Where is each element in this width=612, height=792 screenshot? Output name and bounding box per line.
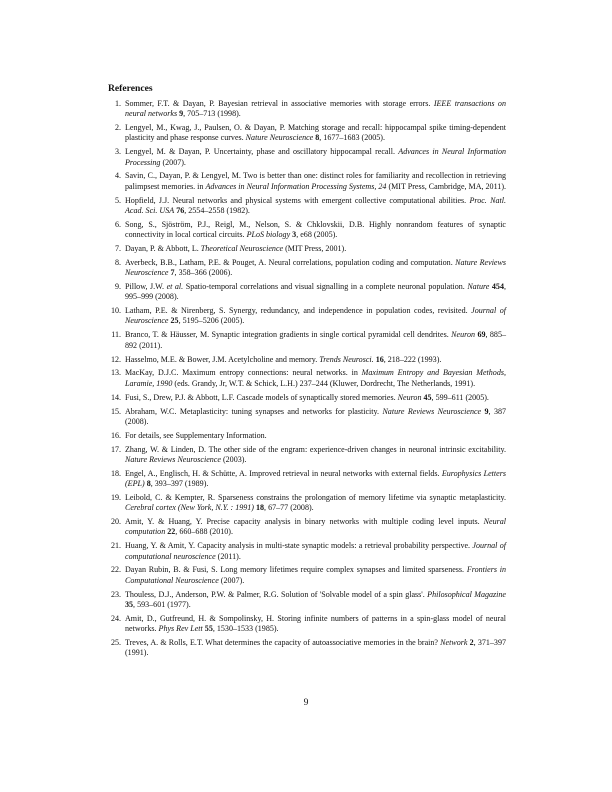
reference-text-segment: , e68 (2005).	[296, 229, 338, 239]
reference-text-segment: Averbeck, B.B., Latham, P.E. & Pouget, A. Neural correlations, population coding and computation.	[125, 257, 456, 267]
reference-number: 16.	[110, 430, 121, 440]
reference-venue-italic: IEEE transactions on neural networks	[125, 99, 506, 119]
reference-text-segment: Dayan, P. & Abbott, L.	[125, 243, 201, 253]
reference-text	[125, 282, 506, 302]
reference-venue-italic: Proc. Natl. Acad. Sci. USA	[125, 195, 506, 215]
reference-venue-italic: Nature Reviews Neuroscience	[382, 406, 482, 416]
reference-text-segment: Branco, T. & Häusser, M. Synaptic integration gradients in single cortical pyramidal cell dendrites.	[125, 330, 452, 340]
reference-text-segment: Savin, C., Dayan, P. & Lengyel, M. Two is better than one: distinct roles for familiarity and recollection in retrieving palimpsest memories. in	[125, 171, 506, 191]
reference-volume-bold: 2	[469, 637, 474, 647]
reference-text-segment: , 358–366 (2006).	[174, 268, 233, 278]
reference-volume-bold: 9	[179, 109, 184, 119]
reference-text	[125, 123, 506, 143]
reference-text-segment: Huang, Y. & Amit, Y. Capacity analysis in multi-state synaptic models: a retrieval probability perspective.	[125, 541, 473, 551]
reference-item	[108, 220, 506, 240]
reference-number: 7.	[114, 243, 121, 253]
reference-text	[125, 407, 506, 427]
reference-item	[108, 355, 506, 365]
reference-text-segment: , 2554–2558 (1982).	[184, 205, 250, 215]
reference-number: 20.	[110, 517, 121, 527]
reference-text-segment: Abraham, W.C. Metaplasticity: tuning synapses and networks for plasticity.	[125, 406, 383, 416]
reference-text-segment: , 67–77 (2008).	[264, 503, 314, 513]
reference-text-segment: Lengyel, M., Kwag, J., Paulsen, O. & Dayan, P. Matching storage and recall: hippocampal spike timing-dependent plasticity and phase response curves.	[125, 123, 506, 143]
reference-number: 8.	[114, 257, 121, 267]
reference-number: 14.	[110, 392, 121, 402]
reference-text-segment: (2007).	[218, 575, 245, 585]
reference-text	[125, 393, 506, 403]
reference-item	[108, 431, 506, 441]
reference-item	[108, 244, 506, 254]
reference-text-segment: Lengyel, M. & Dayan, P. Uncertainty, phase and oscillatory hippocampal recall.	[125, 147, 399, 157]
reference-text	[125, 469, 506, 489]
reference-venue-italic: Theoretical Neuroscience	[200, 243, 284, 253]
reference-venue-italic: Nature Reviews Neuroscience	[125, 257, 506, 278]
reference-text-segment: Hopfield, J.J. Neural networks and physical systems with emergent collective computational abilities.	[125, 195, 470, 205]
reference-text-segment: (eds. Grandy, Jr, W.T. & Schick, L.H.) 237–244 (Kluwer, Dordrecht, The Netherlands, 1991).	[172, 378, 476, 388]
reference-text-segment: (2011).	[215, 551, 241, 561]
reference-number: 12.	[110, 354, 121, 364]
reference-number: 11.	[111, 330, 121, 340]
reference-text-segment: , 393–397 (1989).	[150, 479, 209, 489]
reference-venue-italic: Cerebral cortex (New York, N.Y. : 1991)	[125, 503, 254, 513]
reference-number: 25.	[110, 637, 121, 647]
reference-number: 17.	[110, 444, 121, 454]
reference-number: 24.	[110, 613, 121, 623]
reference-item	[108, 614, 506, 634]
reference-item	[108, 258, 506, 278]
reference-item	[108, 517, 506, 537]
reference-item	[108, 306, 506, 326]
reference-item	[108, 393, 506, 403]
reference-item	[108, 590, 506, 610]
reference-text-segment: (MIT Press, Cambridge, MA, 2011).	[386, 181, 507, 191]
reference-text-segment: , 1677–1683 (2005).	[319, 133, 385, 143]
reference-text-segment: , 995–999 (2008).	[125, 282, 506, 302]
reference-volume-bold: 7	[170, 268, 175, 278]
reference-volume-bold: 35	[125, 599, 134, 609]
reference-number: 23.	[110, 589, 121, 599]
reference-text	[125, 99, 506, 119]
reference-number: 4.	[114, 171, 121, 181]
reference-text	[125, 431, 506, 441]
reference-number: 9.	[114, 282, 121, 292]
reference-number: 10.	[110, 306, 121, 316]
reference-number: 3.	[114, 147, 121, 157]
reference-number: 6.	[114, 219, 121, 229]
reference-volume-bold: 9	[484, 406, 489, 416]
reference-item	[108, 493, 506, 513]
reference-venue-italic: et al.	[166, 282, 184, 292]
reference-text	[125, 220, 506, 240]
reference-number: 13.	[110, 368, 121, 378]
reference-venue-italic: Journal of computational neuroscience	[125, 541, 506, 561]
reference-number: 2.	[114, 123, 121, 133]
reference-number: 19.	[110, 493, 121, 502]
reference-text-segment: Amit, D., Gutfreund, H. & Sompolinsky, H. Storing infinite numbers of patterns in a spin-glass model of neural networks.	[125, 613, 506, 633]
reference-text-segment: , 5195–5206 (2005).	[178, 316, 245, 326]
reference-text	[125, 330, 506, 350]
reference-text-segment: , 593–601 (1977).	[133, 599, 191, 609]
reference-text	[125, 590, 506, 610]
reference-volume-bold: 25	[170, 316, 179, 326]
reference-volume-bold: 16	[375, 354, 384, 364]
reference-venue-italic: Trends Neurosci.	[319, 354, 374, 364]
reference-text-segment: Amit, Y. & Huang, Y. Precise capacity analysis in binary networks with multiple coding level inputs.	[125, 517, 484, 527]
reference-text	[125, 517, 506, 537]
reference-text	[125, 638, 506, 658]
reference-venue-italic: Nature	[467, 282, 490, 292]
reference-text-segment: (MIT Press, 2001).	[283, 243, 347, 253]
reference-text-segment: Fusi, S., Drew, P.J. & Abbott, L.F. Cascade models of synaptically stored memories.	[125, 392, 398, 402]
reference-venue-italic: Frontiers in Computational Neuroscience	[125, 565, 506, 585]
reference-item	[108, 368, 506, 388]
reference-text-segment: Zhang, W. & Linden, D. The other side of the engram: experience-driven changes in neuronal intrinsic excitability.	[125, 444, 506, 454]
reference-number: 22.	[110, 565, 121, 575]
reference-venue-italic: PLoS biology	[246, 229, 291, 239]
reference-text	[125, 565, 506, 585]
reference-text	[125, 541, 506, 561]
reference-text-segment: , 1530–1533 (1985).	[212, 623, 279, 633]
reference-number: 5.	[114, 195, 121, 205]
reference-venue-italic: Philosophical Magazine	[427, 589, 507, 599]
reference-text	[125, 493, 506, 513]
reference-list	[108, 99, 506, 662]
reference-text-segment: Treves, A. & Rolls, E.T. What determines the capacity of autoassociative memories in the brain?	[125, 637, 441, 647]
reference-number: 21.	[110, 541, 121, 551]
reference-text-segment: , 387 (2008).	[125, 406, 507, 426]
reference-text-segment: Leibold, C. & Kempter, R. Sparseness constrains the prolongation of memory lifetime via synaptic metaplasticity.	[125, 493, 506, 502]
reference-text-segment: For details, see Supplementary Information.	[125, 430, 267, 440]
reference-item	[108, 196, 506, 216]
reference-item	[108, 147, 506, 167]
reference-item	[108, 171, 506, 191]
reference-venue-italic: Europhysics Letters (EPL)	[125, 468, 506, 489]
reference-venue-italic: Network	[440, 637, 468, 647]
reference-volume-bold: 69	[477, 330, 486, 340]
reference-number: 15.	[110, 406, 121, 416]
reference-text	[125, 445, 506, 465]
reference-item	[108, 99, 506, 119]
reference-text-segment: Hasselmo, M.E. & Bower, J.M. Acetylcholine and memory.	[125, 354, 320, 364]
reference-item	[108, 565, 506, 585]
reference-text	[125, 171, 506, 191]
reference-text-segment: MacKay, D.J.C. Maximum entropy connections: neural networks. in	[125, 368, 362, 378]
reference-text-segment: , 371–397 (1991).	[125, 637, 507, 658]
reference-venue-italic: Neuron	[397, 392, 422, 402]
reference-text	[125, 196, 506, 216]
reference-volume-bold: 3	[292, 229, 297, 239]
reference-text-segment: , 705–713 (1998).	[183, 109, 241, 119]
reference-number: 18.	[110, 468, 121, 478]
reference-venue-italic: Neuron	[451, 330, 476, 340]
reference-venue-italic: Advances in Neural Information Processing	[125, 147, 507, 167]
reference-volume-bold: 76	[176, 205, 185, 215]
reference-text	[125, 306, 506, 326]
reference-text-segment: (2003).	[220, 454, 247, 464]
reference-venue-italic: Neural computation	[125, 517, 506, 537]
reference-volume-bold: 8	[146, 479, 151, 489]
reference-venue-italic: Maximum Entropy and Bayesian Methods, Laramie, 1990	[125, 368, 506, 388]
reference-text-segment: Pillow, J.W.	[125, 282, 167, 292]
reference-item	[108, 123, 506, 143]
reference-item	[108, 638, 506, 658]
reference-text-segment: , 660–688 (2010).	[175, 527, 233, 537]
reference-text	[125, 258, 506, 278]
reference-volume-bold: 454	[491, 282, 504, 292]
reference-text	[125, 355, 506, 365]
reference-item	[108, 282, 506, 302]
reference-text-segment: (2007).	[160, 157, 186, 167]
reference-text	[125, 147, 506, 167]
reference-volume-bold: 45	[423, 392, 432, 402]
reference-volume-bold: 8	[315, 133, 320, 143]
reference-text	[125, 368, 506, 388]
reference-venue-italic: Nature Reviews Neuroscience	[125, 454, 221, 464]
reference-text-segment: Dayan Rubin, B. & Fusi, S. Long memory lifetimes require complex synapses and limited sparseness.	[125, 565, 467, 575]
reference-volume-bold: 55	[204, 623, 213, 633]
reference-item	[108, 445, 506, 465]
reference-item	[108, 407, 506, 427]
reference-item	[108, 541, 506, 561]
reference-venue-italic: Nature Neuroscience	[245, 133, 314, 143]
reference-text	[125, 614, 506, 634]
reference-venue-italic: Journal of Neuroscience	[125, 306, 506, 326]
reference-volume-bold: 18	[256, 503, 265, 513]
reference-item	[108, 469, 506, 489]
page-number: 9	[303, 697, 309, 708]
reference-venue-italic: Advances in Neural Information Processing Systems, 24	[205, 181, 387, 191]
reference-text-segment: Spatio-temporal correlations and visual signalling in a complete neuronal population.	[183, 282, 468, 292]
reference-volume-bold: 22	[167, 527, 176, 537]
reference-venue-italic: Phys Rev Lett	[158, 623, 203, 633]
reference-number: 1.	[114, 99, 121, 108]
reference-text-segment: Engel, A., Englisch, H. & Schütte, A. Improved retrieval in neural networks with external fields.	[125, 468, 442, 478]
references-heading: References	[108, 83, 153, 94]
reference-item	[108, 330, 506, 350]
reference-text-segment: Song, S., Sjöström, P.J., Reigl, M., Nelson, S. & Chklovskii, D.B. Highly nonrandom features of synaptic connectivity in local cortical circuits.	[125, 219, 506, 239]
reference-text-segment: Latham, P.E. & Nirenberg, S. Synergy, redundancy, and independence in population codes, revisited.	[125, 306, 472, 316]
reference-text-segment: , 218–222 (1993).	[383, 354, 442, 364]
reference-text-segment: , 885–892 (2011).	[125, 330, 507, 350]
reference-text-segment: Thouless, D.J., Anderson, P.W. & Palmer, R.G. Solution of 'Solvable model of a spin glass'.	[125, 589, 428, 599]
reference-text-segment: Sommer, F.T. & Dayan, P. Bayesian retrieval in associative memories with storage errors.	[125, 99, 434, 108]
reference-text-segment: , 599–611 (2005).	[431, 392, 489, 402]
reference-text	[125, 244, 506, 254]
